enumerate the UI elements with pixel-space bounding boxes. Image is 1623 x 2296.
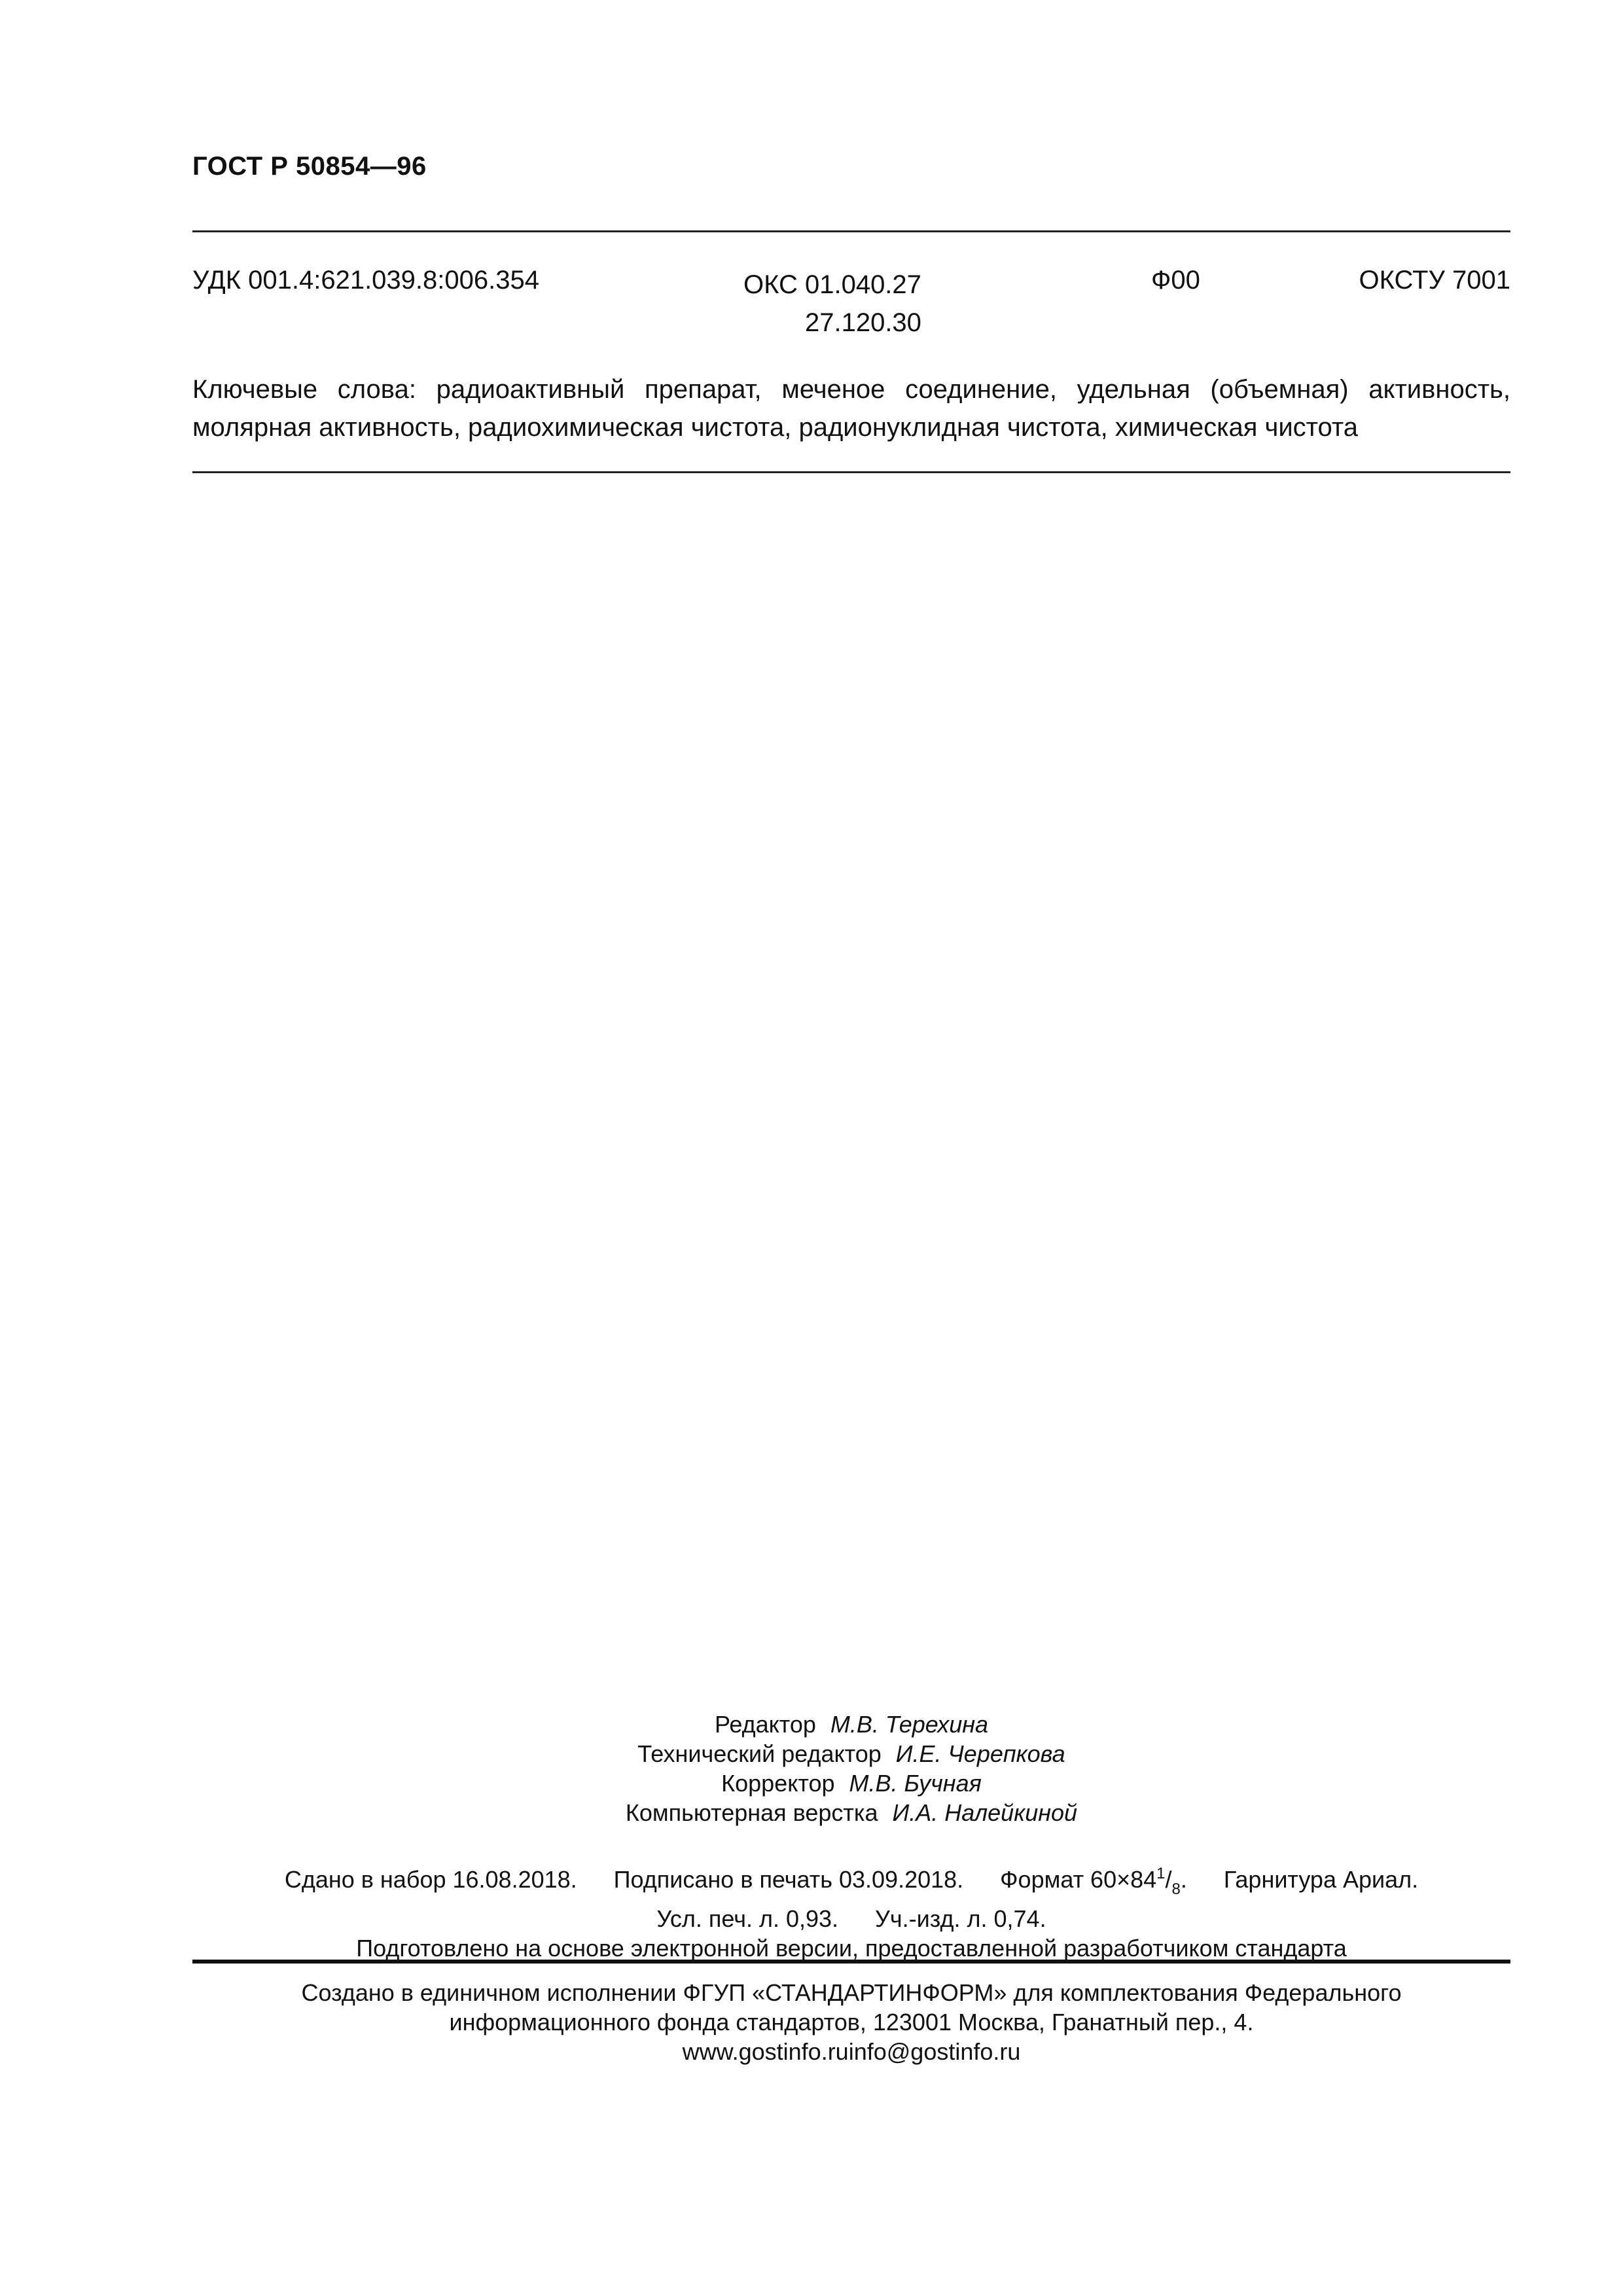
publisher-sheets: Уч.-изд. л. 0,74. [875,1905,1046,1932]
imprint-line-editor [192,1710,1510,1739]
website-link[interactable]: www.gostinfo.ru [682,2038,849,2065]
oks-code-secondary: 27.120.30 [804,308,921,337]
okstu-code: ОКСТУ 7001 [1359,266,1510,295]
oks-code-primary: ОКС 01.040.27 [743,270,921,299]
imprint-line-layout [192,1798,1510,1827]
keywords-paragraph: Ключевые слова: радиоактивный препарат, меченое соединение, удельная (объемная) активность, молярная активность, радиохимическая чистота, радионуклидная чистота, химическая чистота [192,375,1510,442]
keywords-divider [192,471,1510,473]
top-divider [192,230,1510,232]
imprint-line-proofreader [192,1768,1510,1798]
paper-format: Формат $60\times 84^1/_8$. [1000,1865,1187,1898]
document-number: ГОСТ Р 50854—96 [192,152,427,181]
imprint-role: Редактор [714,1711,816,1738]
signed-date: Подписано в печать 03.09.2018. [613,1866,964,1893]
footer-block [192,1978,1510,2066]
publication-line-2 [192,1904,1510,1933]
udk-code: УДК 001.4:621.039.8:006.354 [192,266,539,295]
submitted-date: Сдано в набор 16.08.2018. [284,1866,577,1893]
footer-contacts [192,2037,1510,2066]
footer-line-2: информационного фонда стандартов, 123001 Москва, Гранатный пер., 4. [449,2009,1254,2036]
imprint-person: М.В. Терехина [830,1711,989,1738]
oks-codes [743,266,921,342]
imprint-block [192,1710,1510,1827]
imprint-line-tech-editor [192,1739,1510,1768]
imprint-role: Технический редактор [637,1740,882,1767]
f-code: Ф00 [1151,266,1200,295]
email-link[interactable]: info@gostinfo.ru [848,2038,1021,2065]
typeface: Гарнитура Ариал. [1223,1866,1419,1893]
publication-info [192,1859,1510,1963]
footer-divider [192,1960,1510,1964]
print-sheets: Усл. печ. л. 0,93. [656,1905,839,1932]
footer-line-1: Создано в единичном исполнении ФГУП «СТАНДАРТИНФОРМ» для комплектования Федерального [301,1979,1402,2006]
imprint-person: И.А. Налейкиной [892,1799,1078,1826]
publication-line-1 [192,1859,1510,1904]
prepared-note: Подготовлено на основе электронной версии, предоставленной разработчиком стандарта [356,1935,1347,1962]
imprint-role: Корректор [721,1770,835,1797]
classification-row [192,266,1510,338]
imprint-role: Компьютерная верстка [625,1799,878,1826]
imprint-person: М.В. Бучная [849,1770,982,1797]
imprint-person: И.Е. Черепкова [895,1740,1065,1767]
